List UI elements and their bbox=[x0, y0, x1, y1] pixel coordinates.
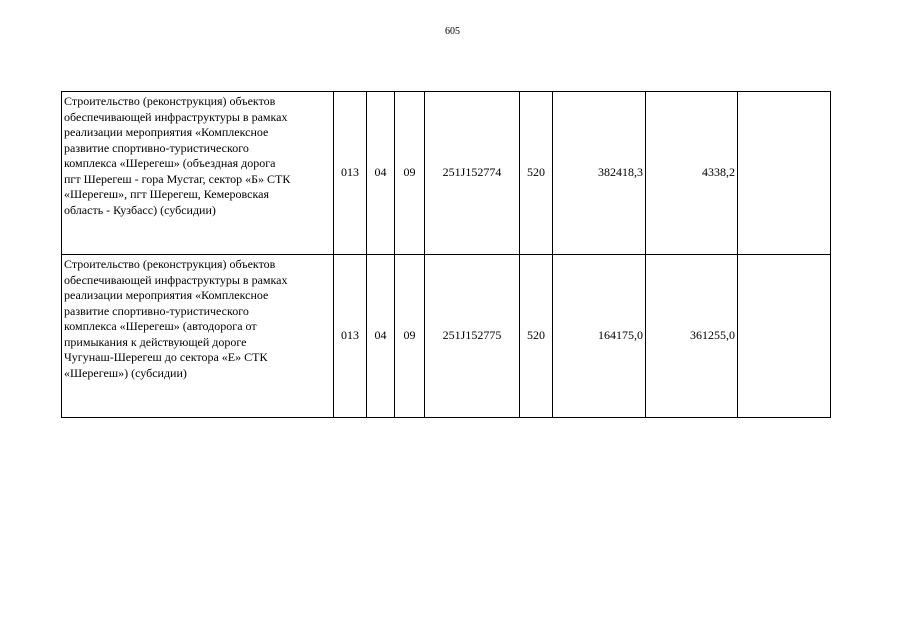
subsection-code: 09 bbox=[395, 255, 425, 418]
ministry-code: 013 bbox=[334, 255, 367, 418]
target-article-code: 251J152775 bbox=[425, 255, 520, 418]
table-row bbox=[62, 255, 831, 418]
subsection-code: 09 bbox=[395, 92, 425, 255]
section-code: 04 bbox=[367, 92, 395, 255]
expense-type-code: 520 bbox=[520, 255, 553, 418]
expense-type-code: 520 bbox=[520, 92, 553, 255]
amount-2: 361255,0 bbox=[646, 255, 738, 418]
row-description: Строительство (реконструкция) объектов обеспечивающей инфраструктуры в рамках реализации мероприятия «Комплексное развитие спортивно-туристического комплекса «Шерегеш» (объездная дорога пгт Шерегеш - гора Мустаг, сектор «Б» СТК «Шерегеш», пгт Шерегеш, Кемеровская область - Кузбасс) (субсидии) bbox=[62, 92, 334, 255]
row-description: Строительство (реконструкция) объектов обеспечивающей инфраструктуры в рамках реализации мероприятия «Комплексное развитие спортивно-туристического комплекса «Шерегеш» (автодорога от примыкания к действующей дороге Чугунаш-Шерегеш до сектора «Е» СТК «Шерегеш») (субсидии) bbox=[62, 255, 334, 418]
table-row bbox=[62, 92, 831, 255]
amount-3 bbox=[738, 92, 831, 255]
amount-3 bbox=[738, 255, 831, 418]
ministry-code: 013 bbox=[334, 92, 367, 255]
amount-2: 4338,2 bbox=[646, 92, 738, 255]
amount-1: 382418,3 bbox=[553, 92, 646, 255]
amount-1: 164175,0 bbox=[553, 255, 646, 418]
budget-table bbox=[61, 91, 831, 418]
target-article-code: 251J152774 bbox=[425, 92, 520, 255]
section-code: 04 bbox=[367, 255, 395, 418]
page-number: 605 bbox=[445, 26, 460, 37]
